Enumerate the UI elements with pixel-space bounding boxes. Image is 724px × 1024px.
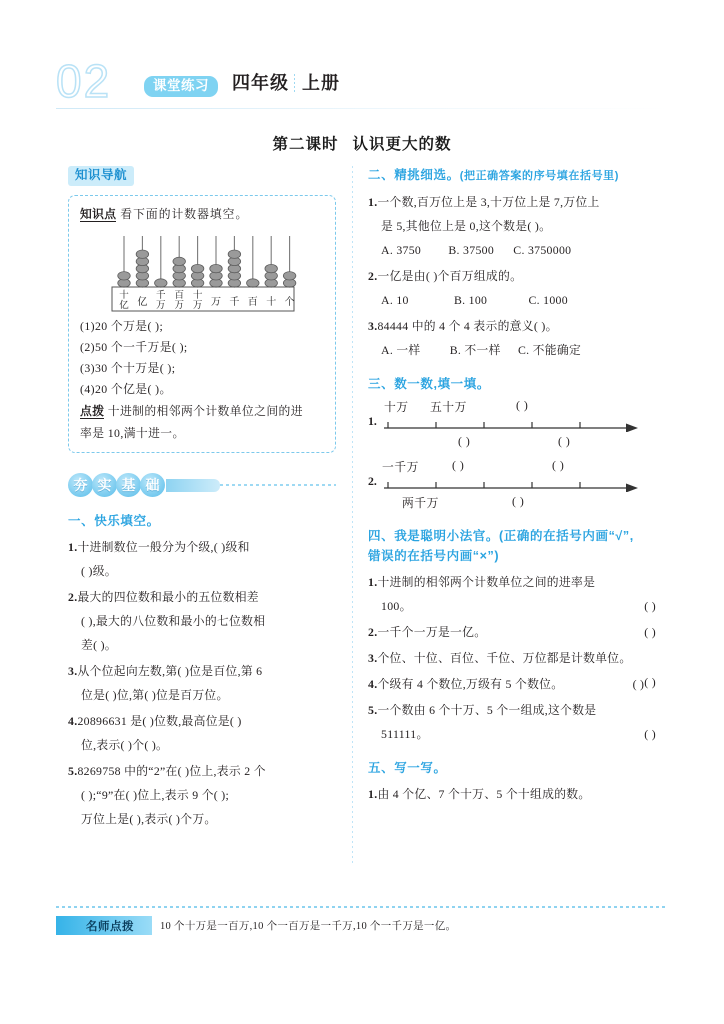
section-three-head: 三、数一数,填一填。 (368, 377, 490, 391)
q1-1 (68, 535, 336, 583)
nl2-bot-1: 两千万 (402, 496, 439, 510)
numberline-2 (368, 458, 656, 514)
q4-1-number: 1. (368, 575, 378, 589)
q1-3-number: 3. (68, 664, 78, 678)
kp-question-4: (4)20 个亿是( )。 (80, 382, 172, 396)
section-two-head (368, 166, 656, 185)
ribbon-char-2: 实 (92, 473, 117, 497)
section-two-title: 二、精挑细选。 (368, 168, 460, 182)
q4-5-line2: 511111。 (381, 727, 429, 741)
knowledge-tip-line2: 率是 10,满十进一。 (80, 426, 185, 440)
q2-1-line1: 一个数,百万位上是 3,十万位上是 7,万位上 (377, 195, 600, 209)
q4-4 (368, 672, 656, 696)
q4-3-number: 3. (368, 651, 378, 665)
svg-text:亿: 亿 (119, 301, 129, 311)
q2-3-number: 3. (368, 319, 378, 333)
nl2-axis (382, 478, 640, 492)
q2-1 (368, 190, 656, 262)
q2-1-number: 1. (368, 195, 378, 209)
section-four-head-line2-wrap (368, 547, 656, 565)
section-four-head-line2: 错误的在括号内画“×”) (368, 549, 500, 563)
q2-2-line1: 一亿是由( )个百万组成的。 (377, 269, 523, 283)
q2-2-opt-b[interactable]: B. 100 (453, 293, 488, 307)
q1-4-line2: 位,表示( )个( )。 (81, 738, 169, 752)
nl1-top-2: 五十万 (430, 400, 467, 414)
nl1-top-1: 十万 (384, 400, 409, 414)
q4-4-paren[interactable]: ( ) (632, 677, 645, 691)
page-header (56, 55, 668, 114)
q2-3-line1: 84444 中的 4 个 4 表示的意义( )。 (377, 319, 558, 333)
svg-text:万: 万 (192, 301, 203, 311)
section-one-head: 一、快乐填空。 (68, 514, 160, 528)
q4-2-line1: 一千个一万是一亿。 (377, 625, 487, 639)
numberline-1-number: 1. (368, 414, 377, 428)
page-footer (56, 906, 668, 940)
q1-4-number: 4. (68, 714, 78, 728)
knowledge-point-text: 看下面的计数器填空。 (120, 207, 249, 221)
nl2-top-1: 一千万 (382, 460, 419, 474)
tip-tag: 点拨 (80, 404, 105, 418)
kp-question-1: (1)20 个万是( ); (80, 319, 164, 333)
svg-text:亿: 亿 (137, 297, 148, 308)
q1-3-line2: 位是( )位,第( )位是百万位。 (81, 688, 229, 702)
q1-5-number: 5. (68, 764, 78, 778)
q2-3 (368, 314, 656, 362)
q2-2 (368, 264, 656, 312)
abacus-diagram (80, 230, 326, 314)
section-four-head-line1: 四、我是聪明小法官。(正确的在括号内画“√”, (368, 529, 634, 543)
q4-2-paren[interactable]: ( ) (644, 625, 656, 639)
nl2-top-3[interactable]: ( ) (552, 458, 565, 472)
ribbon-tail (166, 479, 220, 492)
q2-3-opt-c[interactable]: C. 不能确定 (517, 343, 582, 357)
q4-5 (368, 698, 656, 746)
q2-1-opt-a[interactable]: A. 3750 (381, 243, 422, 257)
nl1-top-3[interactable]: ( ) (516, 398, 529, 412)
ribbon-char-4: 础 (140, 473, 165, 497)
left-column (68, 166, 336, 833)
q4-2-number: 2. (368, 625, 378, 639)
lesson-label: 第二课时 (272, 136, 339, 153)
header-badge: 课堂练习 (144, 76, 218, 97)
svg-text:千: 千 (229, 297, 240, 308)
svg-text:十: 十 (119, 291, 129, 301)
q4-2 (368, 620, 656, 644)
abacus-svg (108, 230, 298, 314)
q1-4 (68, 709, 336, 757)
knowledge-point-header (80, 205, 326, 224)
page-title (0, 132, 724, 154)
header-volume: 上册 (302, 73, 340, 93)
footer-badge-label: 名师点拨 (86, 921, 134, 933)
q4-1-line2: 100。 (381, 599, 412, 613)
q4-4-number: 4. (368, 677, 378, 691)
svg-text:万: 万 (174, 301, 184, 311)
footer-badge (56, 916, 152, 935)
unit-number: 02 (56, 55, 112, 107)
q1-2-line3: 差( )。 (81, 638, 117, 652)
q4-4-line1: 个级有 4 个数位,万级有 5 个数位。 (377, 677, 564, 691)
q4-5-line1: 一个数由 6 个十万、5 个一组成,这个数是 (377, 703, 597, 717)
svg-text:个: 个 (284, 297, 295, 308)
topic-label: 认识更大的数 (352, 136, 452, 153)
svg-text:十: 十 (266, 297, 277, 308)
q2-1-opt-c[interactable]: C. 3750000 (513, 243, 572, 257)
nl1-bot-1[interactable]: ( ) (458, 434, 471, 448)
knowledge-point-tag: 知识点 (80, 207, 117, 221)
q1-2-line1: 最大的四位数和最小的五位数相差 (77, 590, 259, 604)
q5-1 (368, 782, 656, 806)
q1-5-line1: 8269758 中的“2”在( )位上,表示 2 个 (77, 764, 266, 778)
nl1-axis (382, 418, 640, 432)
svg-text:百: 百 (247, 297, 258, 308)
tip-text-line1: 十进制的相邻两个计数单位之间的进 (107, 404, 303, 418)
q1-1-line1: 十进制数位一般分为个级,( )级和 (77, 540, 250, 554)
ribbon-char-3: 基 (116, 473, 141, 497)
header-grade: 四年级 (232, 73, 289, 93)
q2-3-opt-b[interactable]: B. 不一样 (449, 343, 501, 357)
q4-3-line1: 个位、十位、百位、千位、万位都是计数单位。 (377, 651, 632, 665)
nl1-bot-2[interactable]: ( ) (558, 434, 571, 448)
q1-2-line2: ( ),最大的八位数和最小的七位数相 (81, 614, 266, 628)
section-four-head (368, 527, 656, 545)
q4-1 (368, 570, 656, 618)
svg-text:十: 十 (192, 291, 203, 301)
q1-1-line2: ( )级。 (81, 564, 117, 578)
q2-3-opt-a[interactable]: A. 一样 (381, 343, 421, 357)
q1-1-number: 1. (68, 540, 78, 554)
q5-1-text: 由 4 个亿、7 个十万、5 个十组成的数。 (377, 787, 591, 801)
q2-2-opt-c[interactable]: C. 1000 (528, 293, 568, 307)
q4-5-paren[interactable]: ( ) (644, 727, 656, 741)
q2-1-opt-b[interactable]: B. 37500 (448, 243, 495, 257)
q1-5-line3: 万位上是( ),表示( )个万。 (81, 812, 217, 826)
q1-4-line1: 20896631 是( )位数,最高位是( ) (77, 714, 242, 728)
nl2-bot-2[interactable]: ( ) (512, 494, 525, 508)
numberline-1 (368, 398, 656, 454)
q1-2 (68, 585, 336, 657)
svg-text:万: 万 (211, 297, 221, 308)
knowledge-tip (80, 401, 326, 422)
q5-1-number: 1. (368, 787, 378, 801)
footer-dotted-rule (56, 906, 668, 908)
column-divider (352, 166, 353, 866)
kp-question-3: (3)30 个十万是( ); (80, 361, 176, 375)
header-divider-dot (294, 74, 295, 92)
numberline-2-number: 2. (368, 474, 377, 488)
knowledge-point-box (68, 195, 336, 453)
q1-2-number: 2. (68, 590, 78, 604)
nl2-top-2[interactable]: ( ) (452, 458, 465, 472)
q1-3-line1: 从个位起向左数,第( )位是百位,第 6 (77, 664, 263, 678)
knowledge-nav-pill: 知识导航 (68, 166, 134, 186)
section-five-head: 五、写一写。 (368, 761, 447, 775)
right-column (368, 166, 656, 808)
section-two-note: (把正确答案的序号填在括号里) (459, 170, 620, 182)
ribbon-char-1: 夯 (68, 473, 93, 497)
q2-2-opt-a[interactable]: A. 10 (381, 293, 409, 307)
svg-text:百: 百 (174, 291, 184, 301)
foundation-ribbon (68, 473, 336, 499)
kp-question-2: (2)50 个一千万是( ); (80, 340, 188, 354)
ribbon-dots (220, 484, 336, 486)
q4-5-number: 5. (368, 703, 378, 717)
q1-5-line2: ( );“9”在( )位上,表示 9 个( ); (81, 788, 230, 802)
q1-5 (68, 759, 336, 831)
q4-1-paren[interactable]: ( ) (644, 599, 656, 613)
header-rule (56, 108, 668, 109)
q2-1-line2: 是 5,其他位上是 0,这个数是( )。 (381, 219, 552, 233)
ribbon-chars (68, 473, 164, 497)
q4-1-line1: 十进制的相邻两个计数单位之间的进率是 (377, 575, 596, 589)
footer-text: 10 个十万是一百万,10 个一百万是一千万,10 个一千万是一亿。 (160, 921, 457, 932)
q2-2-number: 2. (368, 269, 378, 283)
svg-text:千: 千 (156, 291, 166, 301)
svg-text:万: 万 (156, 301, 166, 311)
q1-3 (68, 659, 336, 707)
q4-3-paren[interactable]: ( ) (644, 675, 656, 689)
